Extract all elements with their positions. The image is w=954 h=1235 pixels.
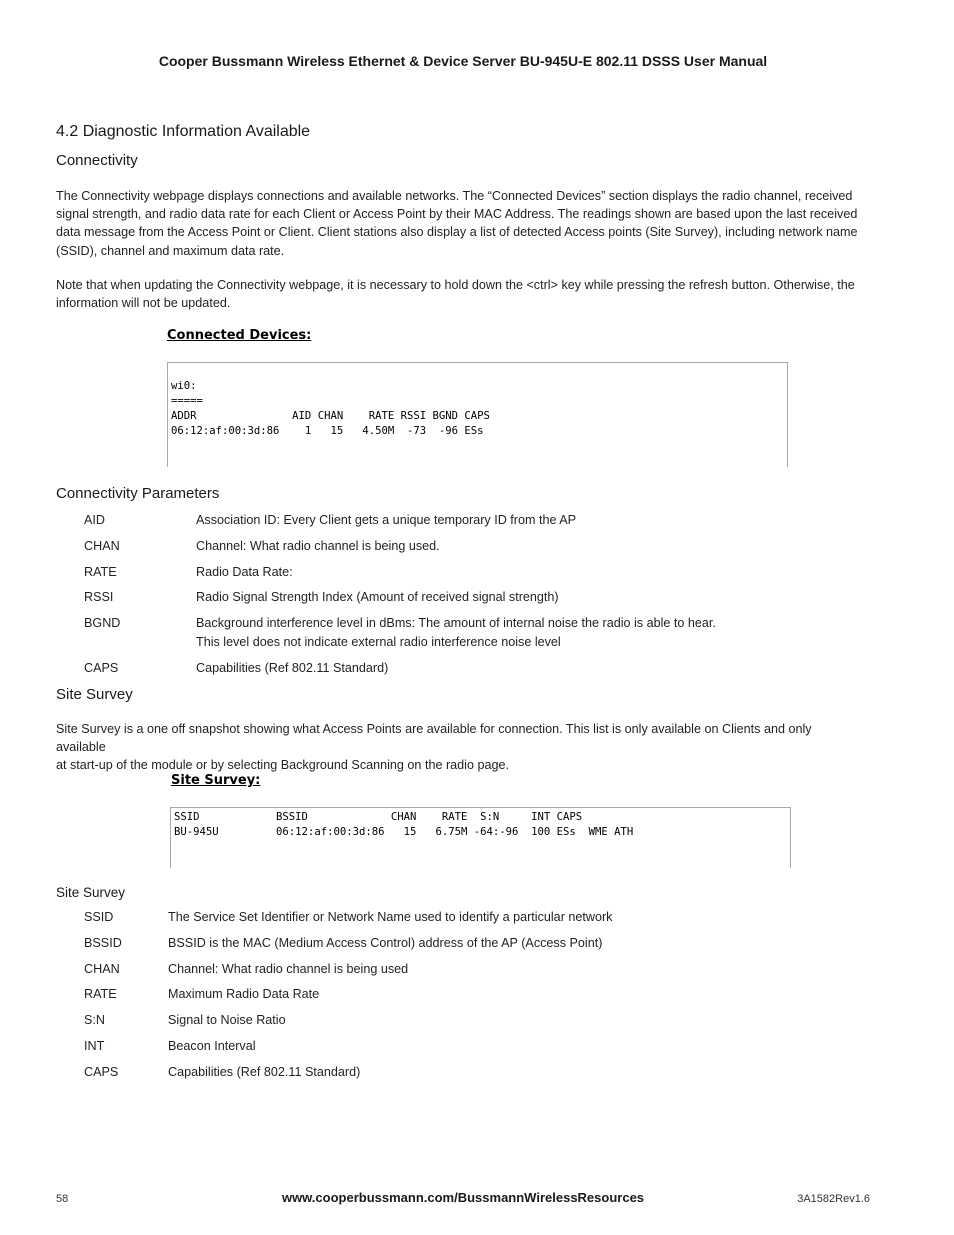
- definition-description: BSSID is the MAC (Medium Access Control) address of the AP (Access Point): [168, 936, 603, 950]
- definition-description: Capabilities (Ref 802.11 Standard): [196, 661, 389, 675]
- panel-line: wi0:: [171, 380, 197, 392]
- paragraph-line: information will not be updated.: [56, 296, 231, 311]
- connectivity-heading: Connectivity: [56, 152, 138, 169]
- site-survey-paragraph: [56, 720, 864, 775]
- definition-term: RSSI: [84, 590, 114, 604]
- connected-devices-title: Connected Devices:: [167, 328, 312, 343]
- document-revision: 3A1582Rev1.6: [797, 1193, 870, 1205]
- definition-term: INT: [84, 1039, 105, 1053]
- definition-term: BGND: [84, 616, 121, 630]
- site-survey-heading: Site Survey: [56, 686, 133, 703]
- footer-url-link[interactable]: www.cooperbussmann.com/BussmannWirelessResources: [281, 1190, 645, 1205]
- definition-description: The Service Set Identifier or Network Name used to identify a particular network: [168, 910, 613, 924]
- definition-description: Channel: What radio channel is being used.: [196, 539, 440, 553]
- paragraph-line: signal strength, and radio data rate for each Client or Access Point by their MAC Address. The readings shown are based upon the last received: [56, 207, 858, 222]
- paragraph-line: Site Survey is a one off snapshot showing what Access Points are available for connection. This list is only available on Clients and only available: [56, 722, 812, 755]
- definition-term: AID: [84, 513, 105, 527]
- definition-description: This level does not indicate external radio interference noise level: [196, 635, 561, 649]
- connected-devices-panel: [167, 362, 788, 467]
- definition-description: Radio Data Rate:: [196, 565, 293, 579]
- panel-line: 06:12:af:00:3d:86 1 15 4.50M -73 -96 ESs: [171, 425, 484, 437]
- definition-term: RATE: [84, 987, 117, 1001]
- document-header: Cooper Bussmann Wireless Ethernet & Device Server BU-945U-E 802.11 DSSS User Manual: [158, 53, 768, 69]
- definition-term: RATE: [84, 565, 117, 579]
- paragraph-line: Note that when updating the Connectivity webpage, it is necessary to hold down the <ctrl> key while pressing the refresh button. Otherwise, the: [56, 278, 855, 292]
- panel-line: SSID BSSID CHAN RATE S:N INT CAPS: [174, 811, 583, 823]
- definition-description: Beacon Interval: [168, 1039, 256, 1053]
- site-survey-panel: [170, 807, 791, 868]
- page-number: 58: [56, 1193, 69, 1205]
- site-survey-parameters-heading: Site Survey: [56, 885, 126, 900]
- definition-description: Background interference level in dBms: The amount of internal noise the radio is able to hear.: [196, 616, 716, 630]
- definition-term: S:N: [84, 1013, 105, 1027]
- panel-line: BU-945U 06:12:af:00:3d:86 15 6.75M -64:-96 100 ESs WME ATH: [174, 826, 634, 838]
- definition-term: CAPS: [84, 1065, 119, 1079]
- connectivity-parameters-heading: Connectivity Parameters: [56, 485, 220, 502]
- definition-description: Capabilities (Ref 802.11 Standard): [168, 1065, 361, 1079]
- definition-description: Maximum Radio Data Rate: [168, 987, 320, 1001]
- site-survey-panel-title: Site Survey:: [171, 773, 261, 788]
- definition-term: CHAN: [84, 539, 120, 553]
- paragraph-line: at start-up of the module or by selecting Background Scanning on the radio page.: [56, 758, 509, 773]
- definition-term: CHAN: [84, 962, 120, 976]
- connectivity-paragraph: [56, 187, 864, 260]
- refresh-note-paragraph: [56, 276, 864, 312]
- definition-term: SSID: [84, 910, 114, 924]
- definition-description: Channel: What radio channel is being used: [168, 962, 409, 976]
- panel-line: =====: [171, 395, 203, 407]
- paragraph-line: The Connectivity webpage displays connections and available networks. The “Connected Devices” section displays the radio channel, received: [56, 189, 853, 203]
- definition-term: CAPS: [84, 661, 119, 675]
- definition-description: Association ID: Every Client gets a unique temporary ID from the AP: [196, 513, 577, 527]
- section-title: 4.2 Diagnostic Information Available: [56, 123, 311, 140]
- panel-line: ADDR AID CHAN RATE RSSI BGND CAPS: [171, 410, 490, 422]
- definition-description: Signal to Noise Ratio: [168, 1013, 286, 1027]
- paragraph-line: data message from the Access Point or Client. Client stations also display a list of detected Access points (Site Survey), including network name: [56, 225, 858, 240]
- paragraph-line: (SSID), channel and maximum data rate.: [56, 243, 285, 258]
- definition-description: Radio Signal Strength Index (Amount of received signal strength): [196, 590, 559, 604]
- definition-term: BSSID: [84, 936, 122, 950]
